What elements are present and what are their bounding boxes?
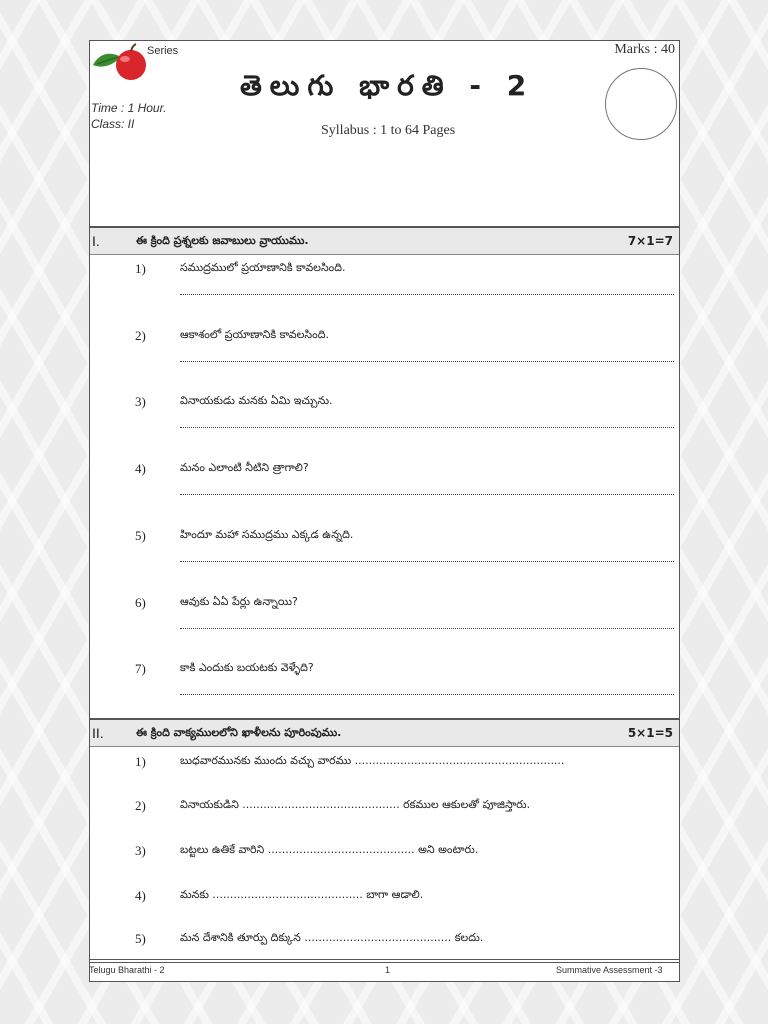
syllabus-info: Syllabus : 1 to 64 Pages bbox=[321, 123, 456, 138]
question-number: 4) bbox=[135, 461, 146, 476]
footer-divider bbox=[89, 962, 680, 963]
question-text: ఆకాశంలో ప్రయాణానికి కావలసింది. bbox=[180, 328, 329, 341]
question-number: 2) bbox=[135, 798, 146, 813]
section-1-header bbox=[90, 226, 679, 255]
footer-right: Summative Assessment -3 bbox=[556, 965, 663, 975]
series-label: Series bbox=[147, 45, 179, 57]
answer-line[interactable] bbox=[180, 494, 674, 495]
question-text: కాకి ఎందుకు బయటకు వెళ్ళేది? bbox=[180, 661, 314, 674]
question-text: మనం ఎలాంటి నీటిని త్రాగాలి? bbox=[180, 461, 309, 474]
question-number: 1) bbox=[135, 261, 146, 276]
answer-line[interactable] bbox=[180, 294, 674, 295]
section-marks: 5×1=5 bbox=[627, 726, 673, 740]
question-number: 3) bbox=[135, 394, 146, 409]
fill-blank-text[interactable]: వినాయకుడిని ............................................. రకముల ఆకులతో పూజిస్తారు. bbox=[180, 798, 531, 811]
page-title: తెలుగు భారతి - 2 bbox=[240, 69, 535, 102]
answer-line[interactable] bbox=[180, 427, 674, 428]
score-circle bbox=[605, 68, 677, 140]
time-info: Time : 1 Hour. bbox=[91, 101, 167, 115]
section-number: I. bbox=[92, 233, 100, 249]
question-text: హిందూ మహా సముద్రము ఎక్కడ ఉన్నది. bbox=[180, 528, 354, 541]
section-marks: 7×1=7 bbox=[627, 234, 673, 248]
question-number: 3) bbox=[135, 843, 146, 858]
fill-blank-text[interactable]: బట్టలు ఉతికే వారిని .......................................... అని అంటారు. bbox=[180, 843, 479, 856]
question-number: 1) bbox=[135, 754, 146, 769]
section-instruction: ఈ క్రింది ప్రశ్నలకు జవాబులు వ్రాయుము. bbox=[136, 234, 309, 247]
footer-left: Telugu Bharathi - 2 bbox=[89, 965, 165, 975]
section-number: II. bbox=[92, 725, 104, 741]
class-info: Class: II bbox=[91, 117, 135, 131]
question-number: 7) bbox=[135, 661, 146, 676]
page-number: 1 bbox=[385, 965, 391, 975]
question-number: 5) bbox=[135, 931, 146, 946]
answer-line[interactable] bbox=[180, 628, 674, 629]
question-text: సముద్రములో ప్రయాణానికి కావలసింది. bbox=[180, 261, 346, 274]
footer-divider bbox=[89, 959, 680, 960]
question-number: 6) bbox=[135, 595, 146, 610]
question-text: ఆవుకు ఏఏ పేర్లు ఉన్నాయి? bbox=[180, 595, 298, 608]
total-marks: Marks : 40 bbox=[614, 42, 675, 57]
exam-sheet bbox=[89, 40, 680, 982]
answer-line[interactable] bbox=[180, 361, 674, 362]
question-number: 2) bbox=[135, 328, 146, 343]
question-text: వినాయకుడు మనకు ఏమి ఇచ్చును. bbox=[180, 394, 333, 407]
answer-line[interactable] bbox=[180, 694, 674, 695]
answer-line[interactable] bbox=[180, 561, 674, 562]
apple-logo-icon bbox=[91, 43, 149, 83]
section-2-header bbox=[90, 718, 679, 747]
fill-blank-text[interactable]: బుధవారమునకు ముందు వచ్చు వారము ............................................................ bbox=[180, 754, 565, 767]
section-instruction: ఈ క్రింది వాక్యములలోని ఖాళీలను పూరింపుము. bbox=[136, 726, 342, 739]
question-number: 5) bbox=[135, 528, 146, 543]
fill-blank-text[interactable]: మనకు ........................................... బాగా ఆడాలి. bbox=[180, 888, 424, 901]
question-number: 4) bbox=[135, 888, 146, 903]
fill-blank-text[interactable]: మన దేశానికి తూర్పు దిక్కున .......................................... కలదు. bbox=[180, 931, 484, 944]
